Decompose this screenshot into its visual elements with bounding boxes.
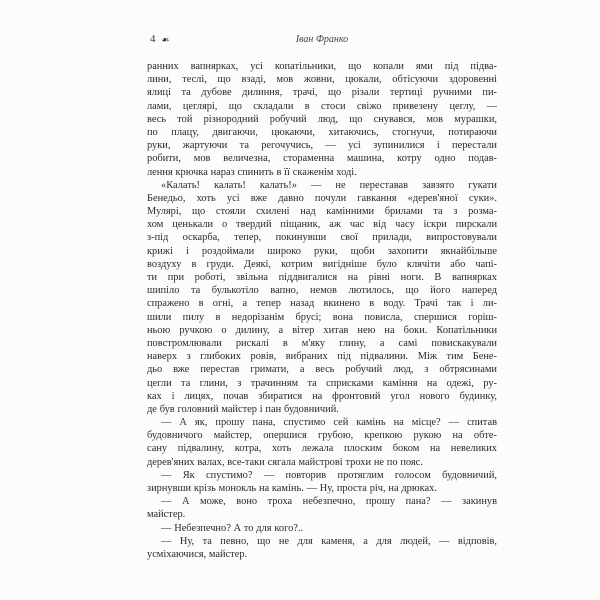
running-header bbox=[147, 33, 497, 49]
text-line: шили пилу в недорізанім брусі; вона повисла, спершися горіш- bbox=[147, 311, 497, 323]
text-line: усміхаючися, майстер. bbox=[147, 548, 248, 560]
text-line: майстер. bbox=[147, 509, 186, 521]
running-title: Іван Франко bbox=[295, 34, 349, 45]
text-line: з-під оскарба, тепер, покинувши свої прилади, випростовували bbox=[147, 232, 497, 244]
fleuron-icon: ❧ bbox=[160, 35, 170, 46]
text-line: будовничого майстер, опершися грубою, крепкою рукою на обте- bbox=[147, 430, 497, 442]
text-line: зирнувши крізь монокль на камінь. — Ну, проста річ, на дрюках. bbox=[147, 483, 437, 494]
text-line: хом ценькали о твердий піщаник, аж час від часу іскри пирскали bbox=[147, 219, 497, 231]
text-line: ялиці та дубове дилиння, трачі, що різали тертиці ручними пи- bbox=[147, 87, 497, 99]
text-line: дьо вже перестав гримати, а весь робучий люд, з обтрясинами bbox=[147, 364, 497, 376]
text-line: дерев'яних валах, все-таки сягала майстрові трохи не по пояс. bbox=[147, 456, 423, 468]
text-line: спражено в огні, а тепер назад вкинено в воду. Трачі так і ли- bbox=[147, 298, 497, 310]
text-line: — Небезпечно? А то для кого?.. bbox=[161, 522, 304, 534]
text-line: Мулярі, що стояли схилені над камінними брилами та з розма- bbox=[147, 206, 497, 218]
text-line: лення крючка нараз спинить в її скаженім ході. bbox=[147, 166, 357, 178]
text-column bbox=[147, 33, 497, 561]
text-line: сану підвалину, котра, хоть лежала плоским боком на невеликих bbox=[147, 443, 497, 455]
text-line: наверх з глибоких ровів, вибраних під підвалини. Між тим Бене- bbox=[147, 351, 497, 363]
text-line: — Як спустимо? — повторив протяглим голосом будовничий, bbox=[161, 469, 497, 481]
text-line: весь той різнородний робучий люд, що снувався, мов мурашки, bbox=[147, 113, 497, 125]
text-line: руки, жартуючи та регочучись, — усі зупинилися і перестали bbox=[147, 140, 497, 152]
text-line: — Ну, та певно, що не для каменя, а для людей, — відповів, bbox=[161, 535, 497, 547]
text-line: крижі і роздоймали широко руки, щоби захопити якнайбільше bbox=[147, 245, 497, 257]
text-line: ньою ручкою о дилину, а вітер хитав нею на боки. Копатільники bbox=[147, 324, 497, 336]
page-number-value: 4 bbox=[150, 33, 157, 45]
text-block bbox=[147, 60, 497, 561]
text-line: лини, теслі, що взаді, мов жовни, цюкали, обтісуючи здоровенні bbox=[147, 74, 497, 86]
text-line: ти при роботі, звільна піддвигалися на рівні ноги. В вапнярках bbox=[147, 272, 497, 283]
text-line: робити, мов величезна, стораменна машина, котру одно подав- bbox=[147, 153, 497, 165]
text-line: ранних вапнярках, усі копатільники, що копали ями під підва- bbox=[147, 61, 497, 72]
text-line: лами, цеглярі, що складали в стоси свіжо привезену цеглу, — bbox=[147, 100, 497, 112]
text-line: повстромлювали рискалі в м'яку глину, а самі повискакували bbox=[147, 337, 497, 349]
text-line: «Калать! калать! калать!» — не переставав завзято гукати bbox=[161, 179, 497, 191]
text-line: воздуху в груди. Деякі, котрим вигідніше було клячіти або чапі- bbox=[147, 258, 497, 270]
text-line: цегли та глини, з трачинням та сприсками каміння на одежі, ру- bbox=[147, 377, 497, 389]
text-line: ках і лицях, почав збиратися на фронтовий угол нового будинку, bbox=[147, 390, 497, 402]
text-line: де був головний майстер і пан будовничий. bbox=[147, 403, 339, 415]
text-line: шипіло та булькотіло вапно, немов лютилось, що його наперед bbox=[147, 285, 497, 297]
text-line: — А як, прошу пана, спустимо сей камінь на місце? — спитав bbox=[161, 417, 497, 429]
text-line: по плацу, двигаючи, цюкаючи, хитаючись, стогнучи, потираючи bbox=[147, 126, 497, 138]
page-number bbox=[150, 33, 170, 45]
text-line: — А може, воно троха небезпечно, прошу пана? — закинув bbox=[161, 496, 497, 508]
text-line: Бенедьо, хоть усі вже давно почули гавкання «дерев'яної суки». bbox=[147, 192, 497, 204]
